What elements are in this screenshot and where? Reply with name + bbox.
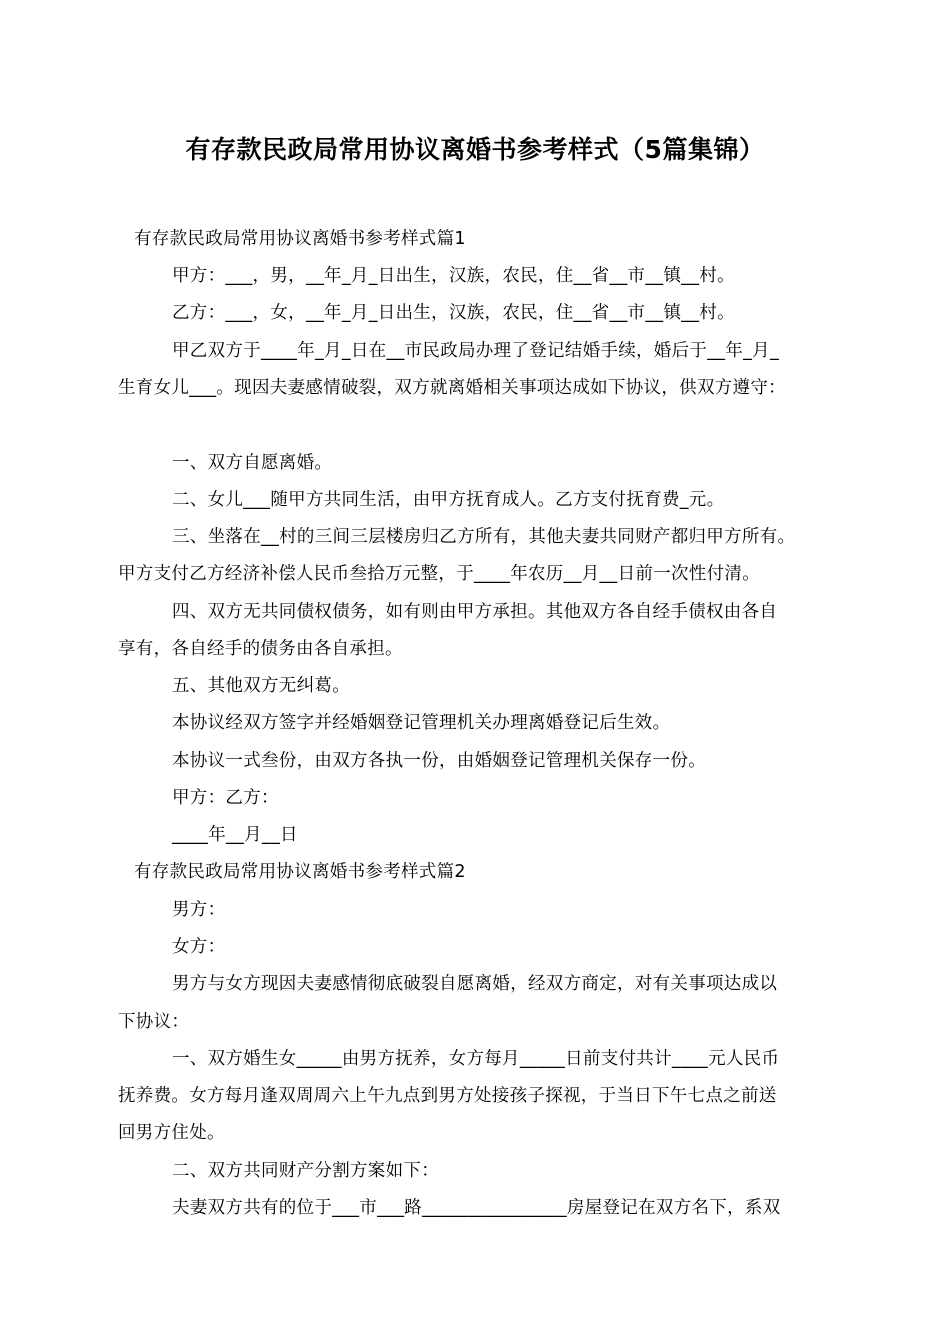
paragraph-line: 生育女儿___。现因夫妻感情破裂，双方就离婚相关事项达成如下协议，供双方遵守： bbox=[118, 378, 786, 398]
paragraph-line: 甲乙双方于____年_月_日在__市民政局办理了登记结婚手续，婚后于__年_月_ bbox=[172, 341, 779, 361]
paragraph-line: 下协议： bbox=[118, 1012, 190, 1032]
section-heading-1: 有存款民政局常用协议离婚书参考样式篇1 bbox=[134, 229, 466, 249]
paragraph-line: 男方与女方现因夫妻感情彻底破裂自愿离婚，经双方商定，对有关事项达成以 bbox=[172, 974, 778, 994]
paragraph-line: 甲方：___，男，__年_月_日出生，汉族，农民，住__省__市__镇__村。 bbox=[172, 266, 735, 286]
paragraph-line: 五、其他双方无纠葛。 bbox=[172, 676, 350, 696]
signature-line: 甲方：乙方： bbox=[172, 788, 279, 808]
document-title: 有存款民政局常用协议离婚书参考样式（5篇集锦） bbox=[185, 135, 765, 164]
paragraph-line: 一、双方婚生女_____由男方抚养，女方每月_____日前支付共计____元人民币 bbox=[172, 1049, 780, 1069]
paragraph-line: 本协议经双方签字并经婚姻登记管理机关办理离婚登记后生效。 bbox=[172, 713, 671, 733]
paragraph-line: 夫妻双方共有的位于___市___路________________房屋登记在双方名下，系双 bbox=[172, 1198, 781, 1218]
paragraph-line: 四、双方无共同债权债务，如有则由甲方承担。其他双方各自经手债权由各自 bbox=[172, 602, 778, 622]
paragraph-line: 回男方住处。 bbox=[118, 1123, 225, 1143]
paragraph-line: 本协议一式叁份，由双方各执一份，由婚姻登记管理机关保存一份。 bbox=[172, 751, 706, 771]
paragraph-line: 三、坐落在__村的三间三层楼房归乙方所有，其他夫妻共同财产都归甲方所有。 bbox=[172, 527, 796, 547]
paragraph-line: 一、双方自愿离婚。 bbox=[172, 453, 333, 473]
date-line: ____年__月__日 bbox=[172, 825, 298, 845]
section-heading-2: 有存款民政局常用协议离婚书参考样式篇2 bbox=[134, 862, 466, 882]
paragraph-line: 男方： bbox=[172, 900, 226, 920]
paragraph-line: 甲方支付乙方经济补偿人民币叁拾万元整，于____年农历__月__日前一次性付清。 bbox=[118, 564, 760, 584]
paragraph-line: 女方： bbox=[172, 937, 226, 957]
paragraph-line: 乙方：___，女，__年_月_日出生，汉族，农民，住__省__市__镇__村。 bbox=[172, 303, 735, 323]
paragraph-line: 二、双方共同财产分割方案如下： bbox=[172, 1161, 439, 1181]
paragraph-line: 享有，各自经手的债务由各自承担。 bbox=[118, 639, 403, 659]
paragraph-line: 抚养费。女方每月逢双周周六上午九点到男方处接孩子探视，于当日下午七点之前送 bbox=[118, 1086, 777, 1106]
paragraph-line: 二、女儿___随甲方共同生活，由甲方抚育成人。乙方支付抚育费_元。 bbox=[172, 490, 725, 510]
